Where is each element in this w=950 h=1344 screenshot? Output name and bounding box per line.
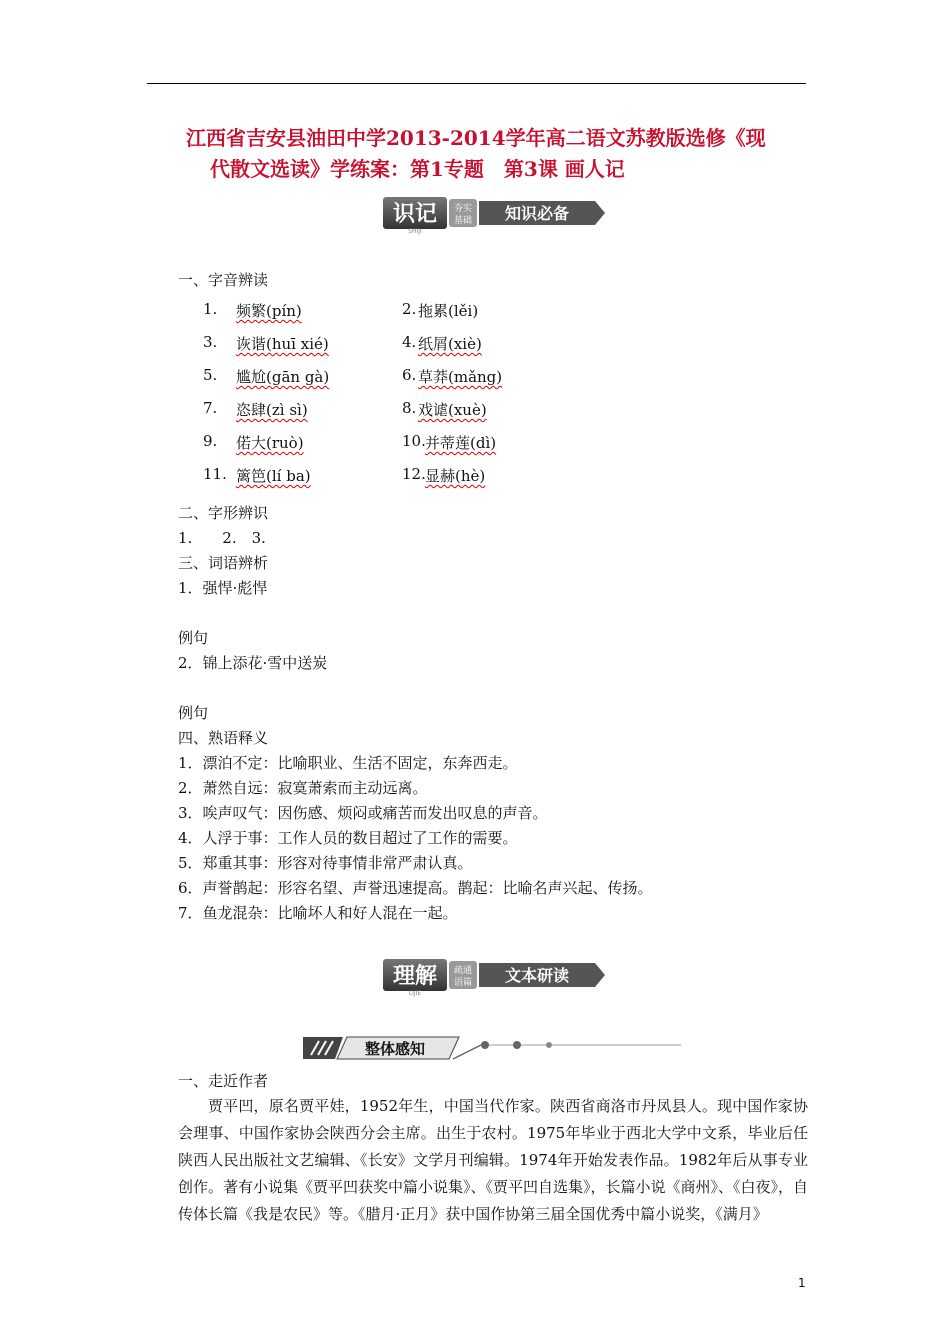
item-text: 尴尬(gān gà): [236, 368, 330, 386]
idiom-item: 2．萧然自远：寂寞萧索而主动远离。: [178, 779, 428, 797]
item-text: 偌大(ruò): [236, 434, 304, 452]
idiom-item: 5．郑重其事：形容对待事情非常严肃认真。: [178, 854, 473, 872]
idiom-item: 4．人浮于事：工作人员的数目超过了工作的需要。: [178, 829, 518, 847]
idiom-item: 1．漂泊不定：比喻职业、生活不固定，东奔西走。: [178, 754, 518, 772]
shiji-tag: 知识必备: [504, 204, 570, 223]
idiom-item: 7．鱼龙混杂：比喻坏人和好人混在一起。: [178, 904, 458, 922]
item-num: 7.: [203, 399, 218, 417]
section3-example-2: 例句: [178, 704, 209, 722]
lijie-banner: [383, 955, 607, 997]
zhengti-banner: [303, 1033, 683, 1063]
item-num: 10.: [402, 432, 426, 450]
section3-heading: 三、词语辨析: [178, 554, 269, 572]
header-rule: [147, 83, 806, 84]
item-num: 1.: [203, 300, 218, 318]
item-num: 6.: [402, 366, 417, 384]
lijie-big-text: 理解: [392, 964, 438, 989]
section1-heading: 一、字音辨读: [178, 271, 269, 289]
item-text: 并蒂莲(dì): [425, 434, 497, 452]
section2-heading: 二、字形辨识: [178, 504, 269, 522]
item-num: 12.: [402, 465, 426, 483]
item-num: 11.: [203, 465, 227, 483]
item-text: 戏谑(xuè): [418, 401, 487, 419]
section3-example-1: 例句: [178, 629, 209, 647]
item-num: 3.: [203, 333, 218, 351]
lijie-small-bottom: 语篇: [453, 978, 473, 988]
shiji-big-text: 识记: [392, 202, 438, 227]
item-num: 4.: [402, 333, 417, 351]
section3-item-1: 1．强悍·彪悍: [178, 579, 268, 597]
lijie-small-top: 疏通: [453, 966, 473, 976]
page-number: 1: [798, 1276, 806, 1290]
item-text: 拖累(lěi): [418, 302, 479, 320]
section3-item-2: 2．锦上添花·雪中送炭: [178, 654, 328, 672]
idiom-item: 3．唉声叹气：因伤感、烦闷或痛苦而发出叹息的声音。: [178, 804, 548, 822]
title-line-2: 代散文选读》学练案：第1专题 第3课 画人记: [210, 157, 625, 181]
section4-heading: 四、熟语释义: [178, 729, 269, 747]
shiji-banner: [383, 193, 607, 235]
item-text: 篱笆(lí ba): [236, 467, 311, 485]
item-num: 9.: [203, 432, 218, 450]
page-title: [186, 123, 816, 185]
shiji-small-bottom: 基础: [453, 216, 473, 226]
author-paragraph: 贾平凹，原名贾平娃，1952年生，中国当代作家。陕西省商洛市丹凤县人。现中国作家协会理事、中国作家协会陕西分会主席。出生于农村。1975年毕业于西北大学中文系，毕业后任陕西人民出版社文艺编辑、《长安》文学月刊编辑。1974年开始发表作品。1982年后从事专业创作。著有小说集《贾平凹获奖中篇小说集》、《贾平凹自选集》，长篇小说《商州》、《白夜》，自传体长篇《我是农民》等。《腊月·正月》获中国作协第三届全国优秀中篇小说奖，《满月》: [178, 1097, 809, 1223]
shiji-pinyin: SHIJI: [408, 228, 422, 235]
idiom-item: 6．声誉鹊起：形容名望、声誉迅速提高。鹊起：比喻名声兴起、传扬。: [178, 879, 653, 897]
lijie-tag: 文本研读: [504, 966, 570, 985]
lijie-pinyin: LIJIE: [408, 990, 422, 997]
item-text: 纸屑(xiè): [418, 335, 482, 353]
title-line-1: 江西省吉安县油田中学2013-2014学年高二语文苏教版选修《现: [186, 126, 766, 150]
item-text: 频繁(pín): [236, 302, 302, 320]
item-text: 显赫(hè): [425, 467, 486, 485]
item-text: 诙谐(huī xié): [236, 335, 329, 353]
zhengti-label: 整体感知: [364, 1040, 426, 1058]
section2-line: 1. 2. 3.: [178, 529, 266, 547]
item-num: 5.: [203, 366, 218, 384]
section5-heading: 一、走近作者: [178, 1072, 269, 1090]
item-num: 2.: [402, 300, 417, 318]
item-text: 恣肆(zì sì): [236, 401, 308, 419]
item-num: 8.: [402, 399, 417, 417]
item-text: 草莽(mǎng): [418, 368, 503, 386]
shiji-small-top: 夯实: [453, 204, 473, 214]
